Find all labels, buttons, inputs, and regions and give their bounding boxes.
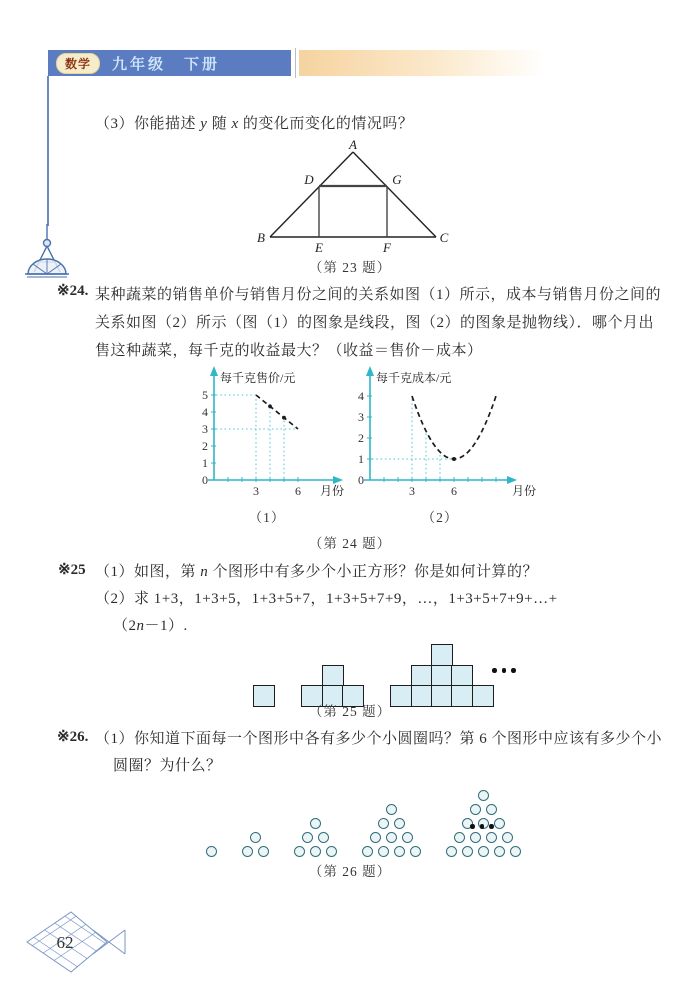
circle-row [307, 816, 323, 830]
circle-row [475, 788, 491, 802]
cost-chart [340, 358, 540, 510]
q3-part: 的变化而变化的情况吗？ [238, 116, 414, 132]
square-cell [431, 644, 453, 666]
header-divider [295, 48, 296, 78]
q3-part: 随 [207, 116, 232, 132]
circle-row [367, 830, 415, 844]
square-cell [253, 685, 275, 707]
ellipsis-dots [492, 668, 516, 673]
y-tick: 0 [358, 473, 364, 487]
q25-line1 [95, 560, 538, 581]
dot [511, 668, 516, 673]
q25-part: （2 [113, 618, 137, 634]
small-circle [486, 832, 497, 843]
small-circle [302, 832, 313, 843]
price-chart [182, 358, 352, 510]
q24-line3: 售这种蔬菜，每千克的收益最大？（收益＝售价－成本） [95, 343, 483, 359]
y-tick: 1 [202, 456, 208, 470]
small-circle [486, 804, 497, 815]
small-circle [502, 832, 513, 843]
small-circle [206, 846, 217, 857]
small-circle [362, 846, 373, 857]
square-cell [431, 685, 453, 707]
circle-triangle [203, 844, 219, 858]
header-accent-bar [299, 50, 546, 76]
circle-row [291, 844, 339, 858]
small-circle [478, 790, 489, 801]
question-25-number: ※25 [58, 562, 86, 578]
circle-row [359, 844, 423, 858]
q25-part: （1）如图，第 [95, 564, 201, 580]
page-number: 62 [56, 933, 74, 952]
small-circle [510, 846, 521, 857]
triangle-figure [250, 138, 450, 256]
square-row [254, 686, 274, 706]
small-circle [370, 832, 381, 843]
x-tick: 3 [253, 484, 259, 498]
q25-part: 个图形中有多少个小正方形？你是如何计算的？ [208, 564, 539, 580]
book-title: 九年级 下册 [112, 55, 221, 73]
y-tick: 5 [202, 388, 208, 402]
small-circle [318, 832, 329, 843]
x-tick: 6 [295, 484, 301, 498]
ellipsis-dots [470, 824, 494, 829]
chart2-title: 每千克成本/元 [376, 371, 452, 385]
small-circle [462, 846, 473, 857]
y-tick: 2 [202, 439, 208, 453]
q25-var-n: n [200, 564, 209, 580]
chart2-caption: （2） [421, 510, 459, 525]
circle-triangle [239, 830, 271, 858]
square-cell [322, 665, 344, 687]
compass-icon [19, 224, 75, 280]
dot [489, 824, 494, 829]
small-circle [478, 846, 489, 857]
q25-var-n: n [136, 618, 145, 634]
chart1-title: 每千克售价/元 [220, 371, 296, 385]
q3-var-x: x [231, 116, 239, 132]
x-tick: 6 [451, 484, 457, 498]
small-circle [454, 832, 465, 843]
small-circle [310, 818, 321, 829]
margin-rule [47, 76, 49, 226]
small-circle [386, 832, 397, 843]
vertex-label-C: C [439, 230, 449, 245]
figure-25-caption: （第 25 题） [308, 704, 392, 719]
circle-row [443, 844, 523, 858]
circle-row [451, 830, 515, 844]
square-cell [472, 685, 494, 707]
chart2-xlabel: 月份 [512, 484, 537, 498]
dot [492, 668, 497, 673]
circle-row [299, 830, 331, 844]
small-circle [394, 818, 405, 829]
small-circle [326, 846, 337, 857]
chart1-caption: （1） [248, 510, 286, 525]
figure-24-caption: （第 24 题） [308, 536, 392, 551]
small-circle [378, 846, 389, 857]
page-number-ornament [13, 902, 133, 980]
small-circle [470, 804, 481, 815]
circle-row [467, 802, 499, 816]
chart1-xlabel: 月份 [320, 484, 345, 498]
vertex-label-E: E [315, 240, 323, 255]
question-24-number: ※24. [57, 283, 89, 299]
y-tick: 4 [358, 389, 364, 403]
circle-row [247, 830, 263, 844]
q26-line2: 圆圈？为什么？ [113, 758, 222, 774]
y-tick: 3 [358, 410, 364, 424]
small-circle [394, 846, 405, 857]
square-cell [451, 665, 473, 687]
small-circle [294, 846, 305, 857]
small-circle [310, 846, 321, 857]
small-circle [494, 818, 505, 829]
square-pyramid [254, 686, 274, 706]
square-row [432, 645, 452, 665]
small-circle [378, 818, 389, 829]
y-tick: 3 [202, 422, 208, 436]
q3-part: （3）你能描述 [95, 116, 201, 132]
question-3-text [95, 112, 413, 133]
q25-line3 [113, 614, 188, 635]
question-26-number: ※26. [57, 729, 89, 745]
figure-23-caption: （第 23 题） [308, 260, 392, 275]
small-circle [402, 832, 413, 843]
circle-triangle [291, 816, 339, 858]
small-circle [410, 846, 421, 857]
header-bar [48, 50, 291, 76]
q25-part: －1）. [144, 618, 188, 634]
small-circle [494, 846, 505, 857]
circle-row [239, 844, 271, 858]
small-circle [446, 846, 457, 857]
y-tick: 0 [202, 473, 208, 487]
question-24-text [95, 281, 662, 365]
dot [480, 824, 485, 829]
circles-figure [193, 786, 533, 858]
y-tick: 4 [202, 405, 208, 419]
q24-line2: 关系如图（2）所示（图（1）的图象是线段，图（2）的图象是抛物线）．哪个月出 [95, 315, 655, 331]
dot [470, 824, 475, 829]
circle-triangle [359, 802, 423, 858]
q25-line2: （2）求 1+3，1+3+5，1+3+5+7，1+3+5+7+9，…，1+3+5+7+9+…+ [95, 591, 558, 607]
squares-figure [240, 634, 507, 706]
circle-row [383, 802, 399, 816]
small-circle [250, 832, 261, 843]
q26-line1: （1）你知道下面每一个图形中各有多少个小圆圈吗？第 6 个图形中应该有多少个小 [95, 731, 663, 747]
circle-row [375, 816, 407, 830]
vertex-label-D: D [304, 172, 314, 187]
q24-line1: 某种蔬菜的销售单价与销售月份之间的关系如图（1）所示，成本与销售月份之间的 [95, 287, 662, 303]
small-circle [386, 804, 397, 815]
subject-logo: 数学 [56, 53, 100, 74]
circle-triangle [443, 788, 523, 858]
vertex-label-F: F [383, 240, 391, 255]
figure-26-caption: （第 26 题） [308, 864, 392, 879]
y-tick: 1 [358, 452, 364, 466]
square-row [412, 665, 473, 685]
q3-var-y: y [200, 116, 208, 132]
vertex-label-G: G [392, 172, 402, 187]
vertex-label-B: B [257, 230, 265, 245]
circle-row [203, 844, 219, 858]
small-circle [470, 832, 481, 843]
square-cell [411, 665, 433, 687]
square-cell [431, 665, 453, 687]
y-tick: 2 [358, 431, 364, 445]
vertex-label-A: A [349, 138, 357, 152]
square-pyramid [391, 645, 493, 706]
dot [502, 668, 507, 673]
square-row [323, 665, 343, 685]
square-cell [451, 685, 473, 707]
x-tick: 3 [409, 484, 415, 498]
small-circle [242, 846, 253, 857]
small-circle [258, 846, 269, 857]
